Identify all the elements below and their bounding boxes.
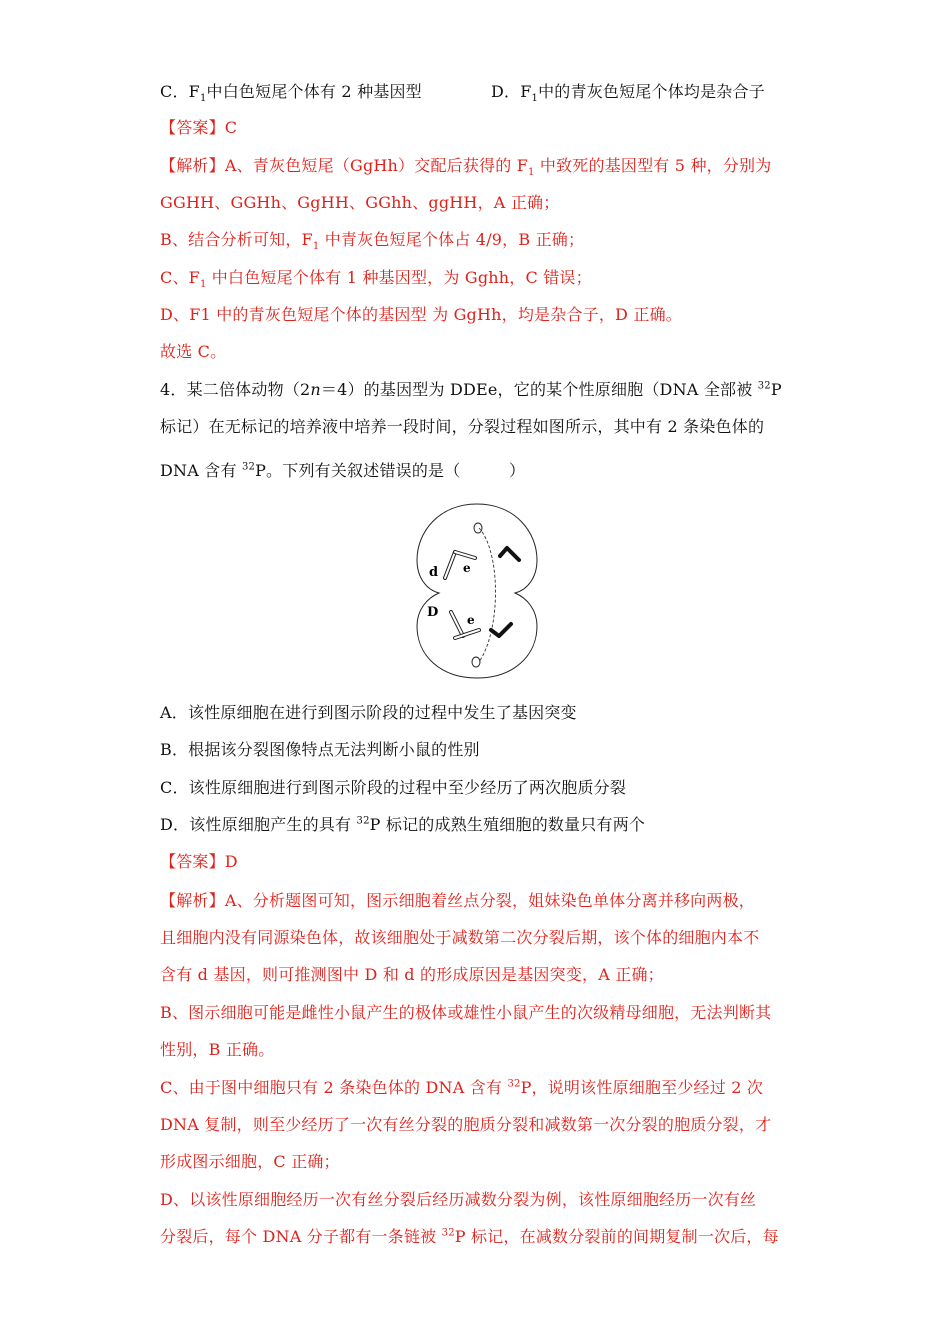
q4-analysis-a-2: 且细胞内没有同源染色体，故该细胞处于减数第二次分裂后期，该个体的细胞内本不 — [160, 928, 760, 947]
q4-answer: 【答案】D — [160, 852, 238, 871]
q3-analysis-line-5: D、F1 中的青灰色短尾个体的基因型 为 GgHh，均是杂合子，D 正确。 — [160, 305, 682, 324]
cell-division-figure — [415, 502, 539, 680]
q3-analysis-line-4: C、$F_1$ 中白色短尾个体有 1 种基因型，为 Gghh，C 错误； — [160, 268, 592, 291]
q4-analysis-a-1: 【解析】A、分析题图可知，图示细胞着丝点分裂，姐妹染色单体分离并移向两极， — [160, 891, 755, 910]
centrosome-bottom — [472, 657, 480, 667]
label-d: d — [429, 565, 439, 580]
q4-stem-line-1: 4．某二倍体动物（2n＝4）的基因型为 DDEe，它的某个性原细胞（DNA 全部被 $^{32}$P — [160, 380, 782, 399]
q4-analysis-d-2: 分裂后，每个 DNA 分子都有一条链被 $^{32}$P 标记，在减数分裂前的间期复制一次后，每 — [160, 1227, 779, 1246]
q3-conclusion: 故选 C。 — [160, 342, 227, 361]
q4-analysis-c-2: DNA 复制，则至少经历了一次有丝分裂的胞质分裂和减数第一次分裂的胞质分裂，才 — [160, 1115, 772, 1134]
label-e-top: e — [463, 561, 471, 575]
q3-analysis-line-1: 【解析】A、青灰色短尾（GgHh）交配后获得的 $F_1$ 中致死的基因型有 5 种，分别为 — [160, 156, 772, 179]
q3-analysis-line-3: B、结合分析可知，$F_1$ 中青灰色短尾个体占 4/9，B 正确； — [160, 230, 585, 253]
label-D: D — [427, 605, 439, 620]
q4-analysis-b-2: 性别，B 正确。 — [160, 1040, 275, 1059]
q4-stem-line-3: DNA 含有 $^{32}$P。下列有关叙述错误的是（ ） — [160, 461, 526, 480]
q4-analysis-d-1: D、以该性原细胞经历一次有丝分裂后经历减数分裂为例，该性原细胞经历一次有丝 — [160, 1190, 757, 1209]
q4-option-b: B．根据该分裂图像特点无法判断小鼠的性别 — [160, 740, 480, 759]
centrosome-top — [474, 523, 482, 533]
q4-analysis-c-1: C、由于图中细胞只有 2 条染色体的 DNA 含有 $^{32}$P，说明该性原细胞至少经过 2 次 — [160, 1078, 764, 1097]
cell-membrane — [417, 504, 537, 678]
spindle-fibers — [479, 528, 496, 662]
q4-option-d: D．该性原细胞产生的具有 $^{32}$P 标记的成熟生殖细胞的数量只有两个 — [160, 815, 646, 834]
chromosome-d-top-inner — [445, 552, 455, 578]
q3-analysis-line-2: GGHH、GGHh、GgHH、GGhh、ggHH，A 正确； — [160, 193, 560, 212]
chromosome-D-bottom-inner — [451, 612, 463, 636]
chromosome-black-top — [500, 548, 519, 560]
option-c-q3: C．$F_1$中白色短尾个体有 2 种基因型 — [160, 82, 422, 105]
q4-stem-line-2: 标记）在无标记的培养液中培养一段时间，分裂过程如图所示，其中有 2 条染色体的 — [160, 417, 765, 436]
option-d-q3: D．$F_1$中的青灰色短尾个体均是杂合子 — [491, 82, 765, 105]
q4-analysis-a-3: 含有 d 基因，则可推测图中 D 和 d 的形成原因是基因突变，A 正确； — [160, 965, 664, 984]
chromosome-e-top-inner — [455, 552, 475, 558]
q4-option-a: A．该性原细胞在进行到图示阶段的过程中发生了基因突变 — [160, 703, 577, 722]
label-e-bottom: e — [467, 613, 475, 627]
q4-analysis-b-1: B、图示细胞可能是雌性小鼠产生的极体或雄性小鼠产生的次级精母细胞，无法判断其 — [160, 1003, 772, 1022]
q3-answer: 【答案】C — [160, 118, 238, 137]
q4-option-c: C．该性原细胞进行到图示阶段的过程中至少经历了两次胞质分裂 — [160, 778, 627, 797]
q4-analysis-c-3: 形成图示细胞，C 正确； — [160, 1152, 340, 1171]
chromosome-black-bottom — [491, 624, 511, 636]
